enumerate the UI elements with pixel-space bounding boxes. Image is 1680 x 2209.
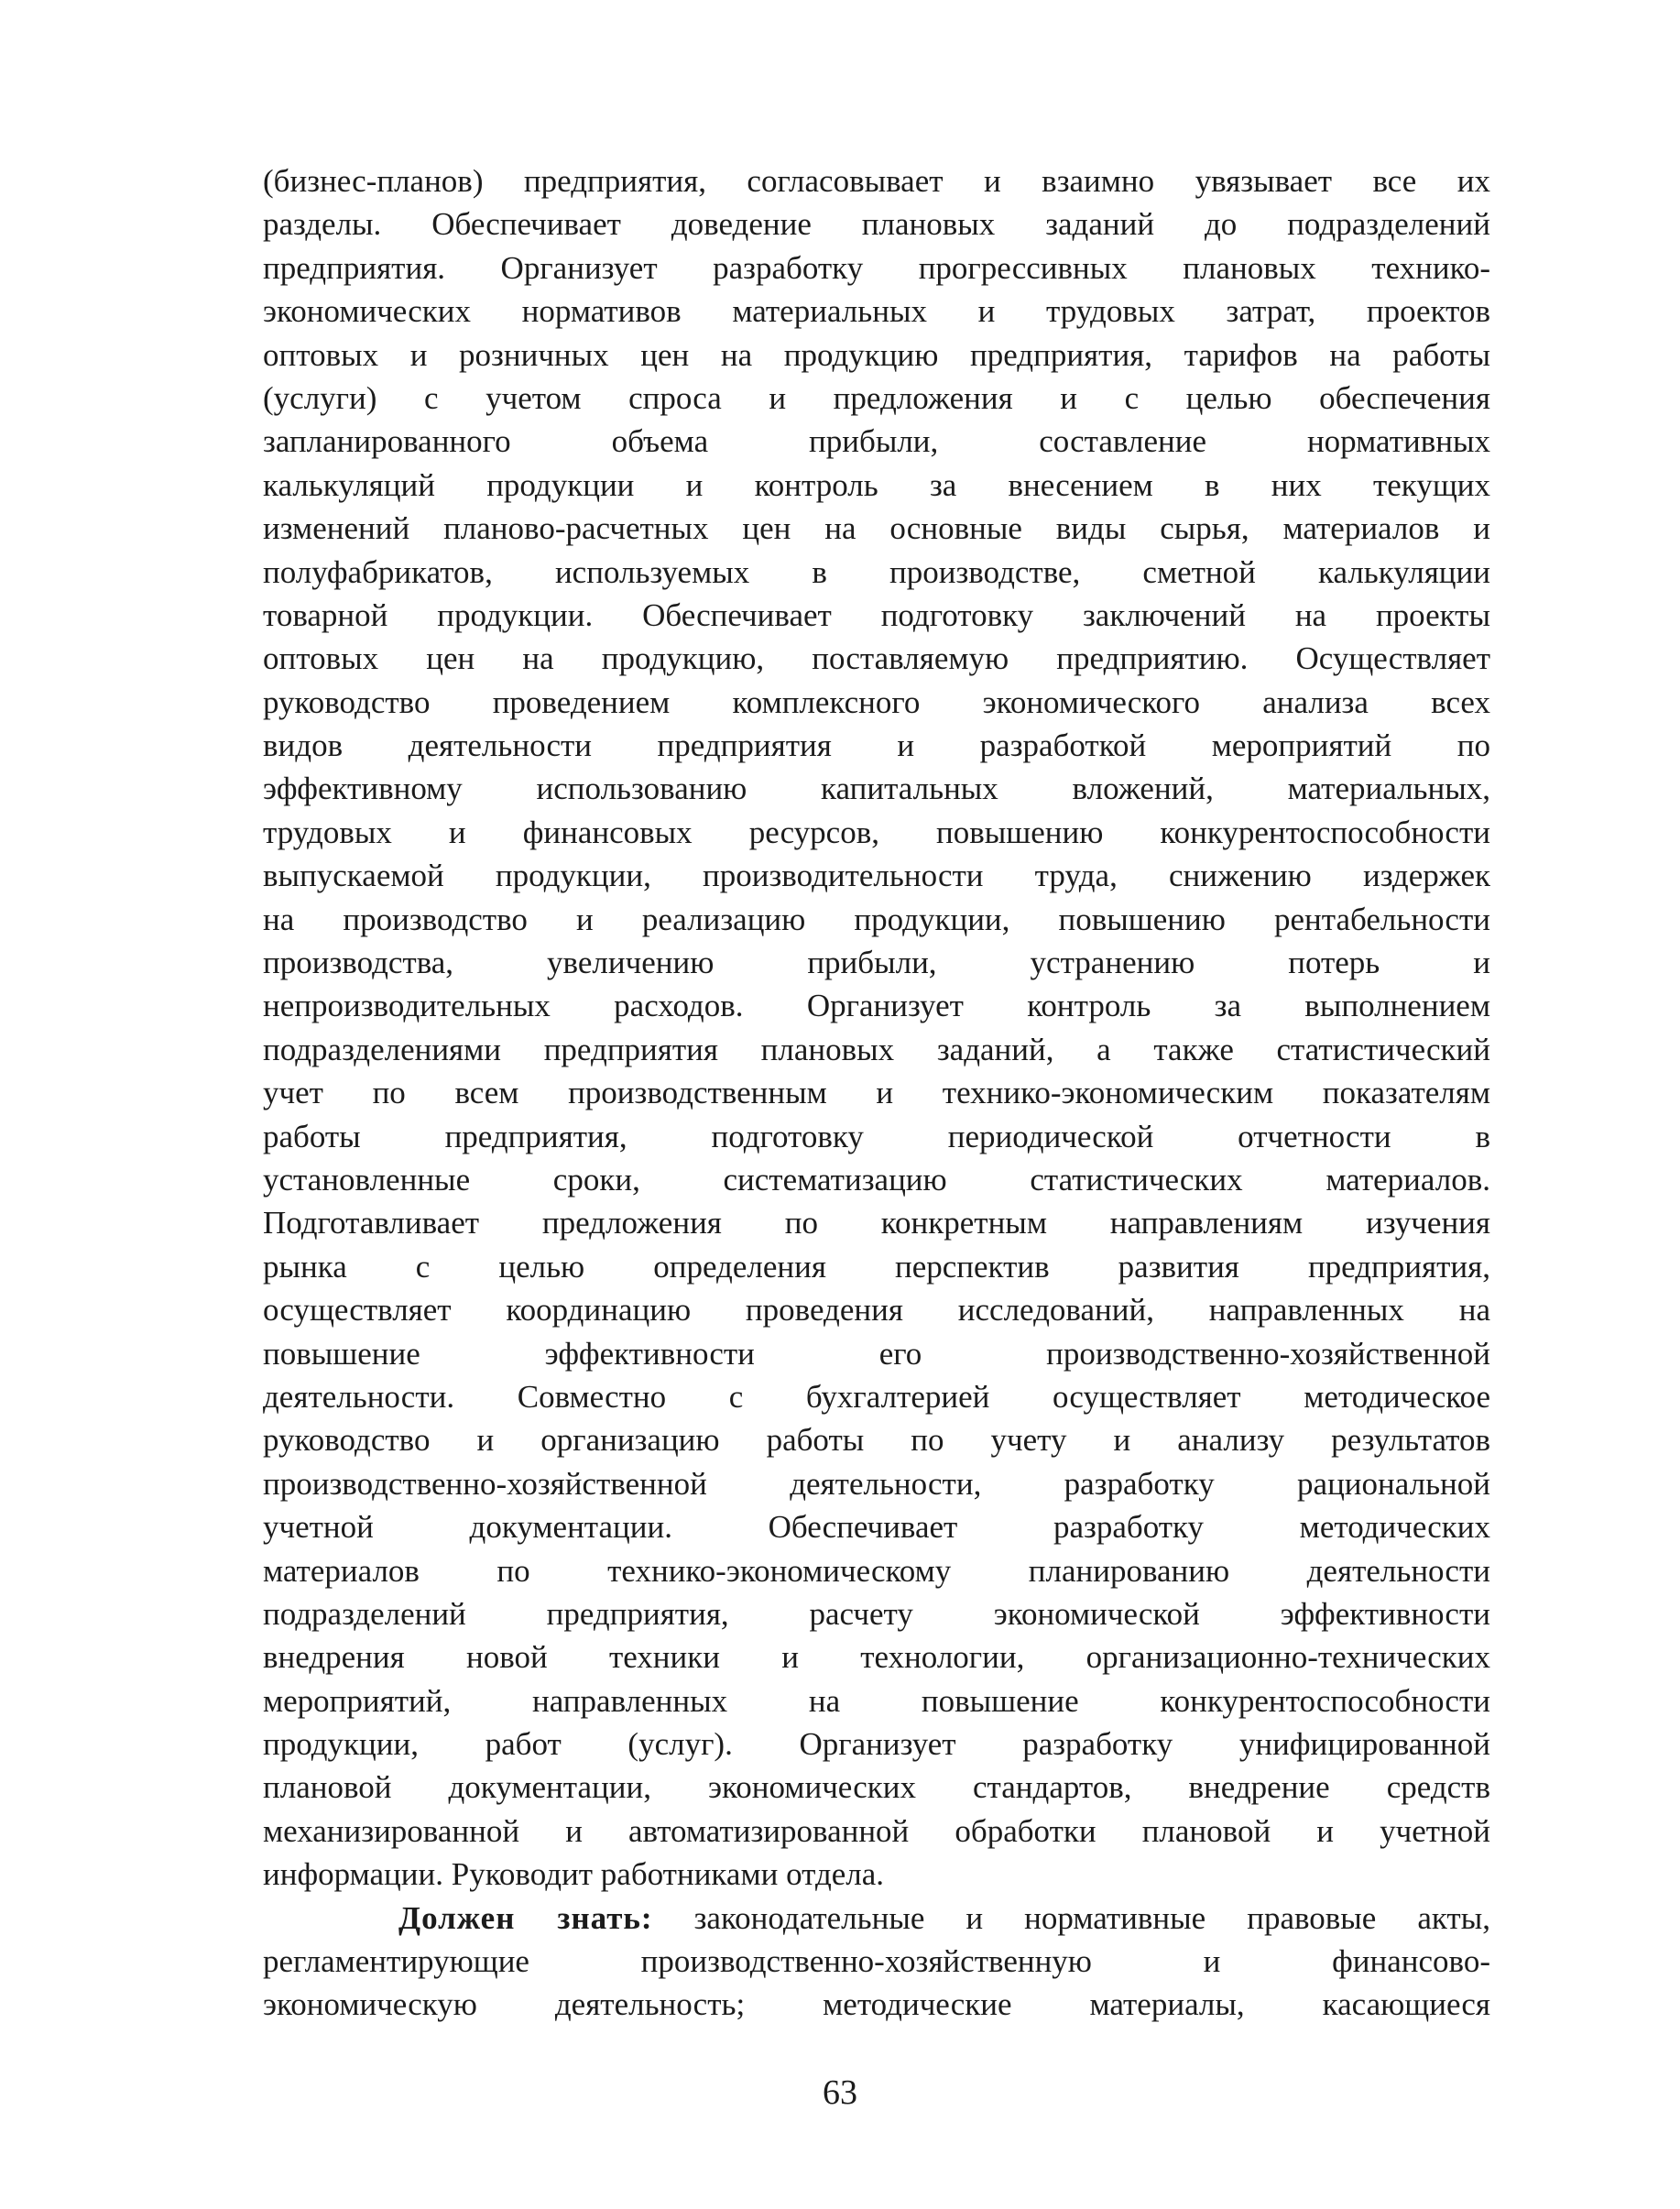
text-line: подразделениями предприятия плановых заданий, а также статистический <box>263 1031 1490 1067</box>
text-line: внедрения новой техники и технологии, организационно-технических <box>263 1639 1490 1676</box>
text-line: учет по всем производственным и технико-экономическим показателям <box>263 1075 1490 1111</box>
text-line: (бизнес-планов) предприятия, согласовывает и взаимно увязывает все их <box>263 163 1490 199</box>
must-know-text: законодательные и нормативные правовые акты, <box>652 1899 1490 1936</box>
text-line: (услуги) с учетом спроса и предложения и с целью обеспечения <box>263 379 1490 416</box>
text-line: запланированного объема прибыли, составление нормативных <box>263 423 1490 460</box>
text-line: полуфабрикатов, используемых в производстве, сметной калькуляции <box>263 553 1490 590</box>
text-line: калькуляций продукции и контроль за внесением в них текущих <box>263 466 1490 503</box>
text-line: повышение эффективности его производственно-хозяйственной <box>263 1335 1490 1372</box>
text-line: производства, увеличению прибыли, устранению потерь и <box>263 945 1490 981</box>
text-line: установленные сроки, систематизацию статистических материалов. <box>263 1161 1490 1197</box>
text-line: производственно-хозяйственной деятельности, разработку рациональной <box>263 1465 1490 1502</box>
text-line: оптовых цен на продукцию, поставляемую предприятию. Осуществляет <box>263 640 1490 677</box>
text-line: учетной документации. Обеспечивает разработку методических <box>263 1509 1490 1546</box>
text-line: изменений планово-расчетных цен на основные виды сырья, материалов и <box>263 510 1490 547</box>
text-line: товарной продукции. Обеспечивает подготовку заключений на проекты <box>263 596 1490 633</box>
text-line: на производство и реализацию продукции, повышению рентабельности <box>263 901 1490 937</box>
text-line: материалов по технико-экономическому планированию деятельности <box>263 1552 1490 1589</box>
text-line: руководство проведением комплексного экономического анализа всех <box>263 683 1490 720</box>
text-line: механизированной и автоматизированной обработки плановой и учетной <box>263 1812 1490 1849</box>
text-line: осуществляет координацию проведения исследований, направленных на <box>263 1292 1490 1329</box>
text-line: руководство и организацию работы по учету и анализу результатов <box>263 1422 1490 1459</box>
text-line: подразделений предприятия, расчету экономической эффективности <box>263 1595 1490 1632</box>
text-line: плановой документации, экономических стандартов, внедрение средств <box>263 1769 1490 1806</box>
text-line: мероприятий, направленных на повышение конкурентоспособности <box>263 1682 1490 1719</box>
text-line: выпускаемой продукции, производительности труда, снижению издержек <box>263 858 1490 894</box>
text-line: видов деятельности предприятия и разработкой мероприятий по <box>263 727 1490 764</box>
text-line: рынка с целью определения перспектив развития предприятия, <box>263 1248 1490 1285</box>
text-line: экономических нормативов материальных и трудовых затрат, проектов <box>263 293 1490 330</box>
text-line: трудовых и финансовых ресурсов, повышению конкурентоспособности <box>263 814 1490 850</box>
text-line: работы предприятия, подготовку периодической отчетности в <box>263 1118 1490 1154</box>
text-line: деятельности. Совместно с бухгалтерией осуществляет методическое <box>263 1378 1490 1415</box>
page-number: 63 <box>823 2073 857 2112</box>
text-line: оптовых и розничных цен на продукцию предприятия, тарифов на работы <box>263 336 1490 373</box>
text-line: эффективному использованию капитальных вложений, материальных, <box>263 771 1490 807</box>
text-line: Подготавливает предложения по конкретным направлениям изучения <box>263 1205 1490 1241</box>
paragraph-last-line: информации. Руководит работниками отдела. <box>263 1856 885 1893</box>
text-line: непроизводительных расходов. Организует контроль за выполнением <box>263 988 1490 1024</box>
must-know-first-line <box>263 1897 1490 1940</box>
text-line: разделы. Обеспечивает доведение плановых заданий до подразделений <box>263 206 1490 243</box>
text-line: экономическую деятельность; методические материалы, касающиеся <box>263 1986 1490 2023</box>
must-know-heading: Должен знать: <box>398 1899 653 1936</box>
text-line: регламентирующие производственно-хозяйственную и финансово- <box>263 1943 1490 1980</box>
text-line: продукции, работ (услуг). Организует разработку унифицированной <box>263 1726 1490 1763</box>
text-line: предприятия. Организует разработку прогрессивных плановых технико- <box>263 249 1490 286</box>
body-text <box>263 159 1490 2027</box>
